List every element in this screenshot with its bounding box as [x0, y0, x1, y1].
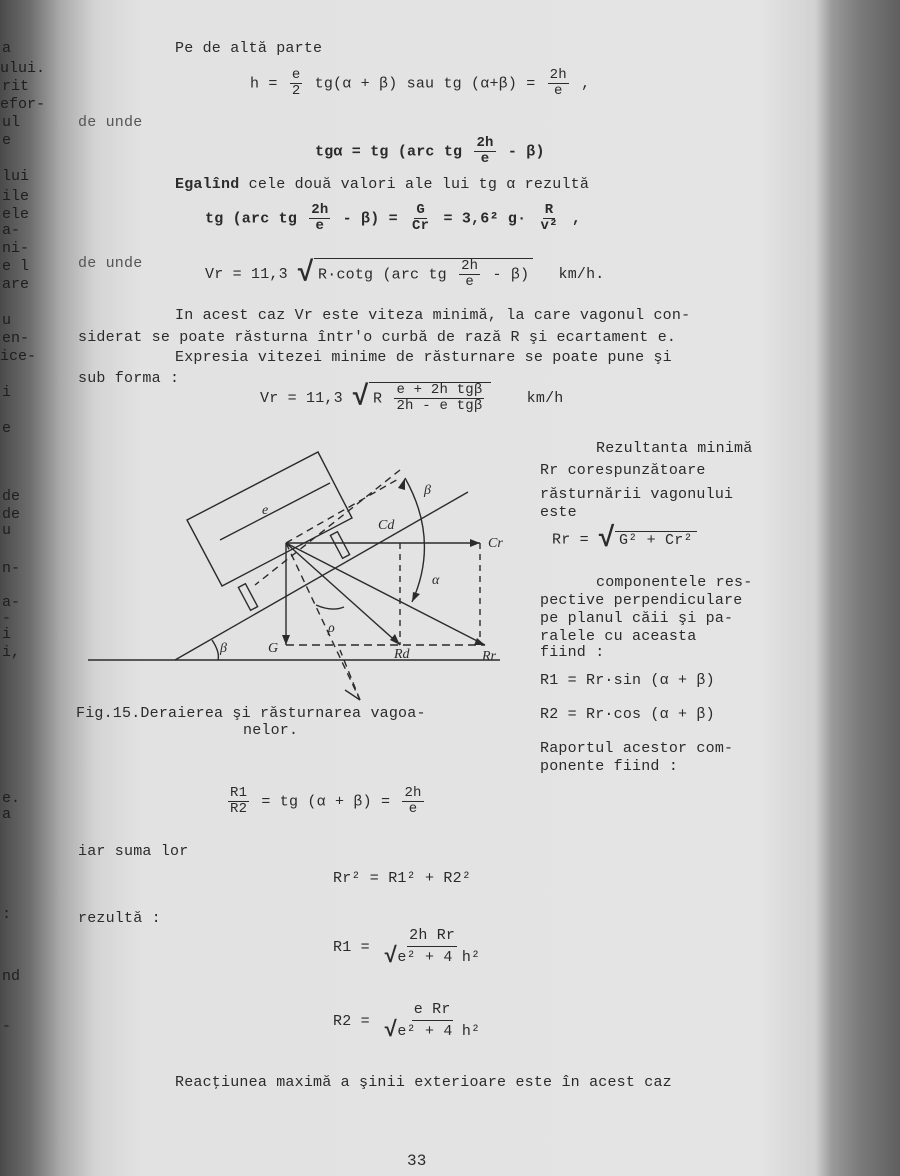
label-alpha: α	[432, 573, 440, 588]
page-number: 33	[407, 1152, 427, 1170]
arrow-cr	[470, 539, 480, 547]
formula-sum-squares: Rr² = R1² + R2²	[333, 870, 472, 887]
right-line-2: Rr corespunzătoare	[540, 462, 706, 479]
arrow-g	[282, 635, 290, 645]
text-line-1: Pe de altă parte	[175, 40, 323, 57]
margin-fragment: rit	[2, 78, 30, 95]
alpha-beta-arc	[405, 478, 424, 602]
margin-fragment: de	[2, 488, 21, 505]
right-line-9: ralele cu aceasta	[540, 628, 697, 645]
figure-caption-1: Fig.15.Deraierea şi răsturnarea vagoa-	[76, 705, 426, 722]
tick-small	[345, 690, 360, 700]
margin-fragment: e	[2, 420, 12, 437]
rho-arc	[316, 605, 344, 609]
wheel-right	[330, 532, 349, 559]
margin-fragment: ului.	[0, 60, 46, 77]
label-cd: Cd	[378, 518, 395, 533]
margin-fragment: ice-	[0, 348, 37, 365]
margin-fragment: i,	[2, 644, 21, 661]
margin-fragment: a-	[2, 594, 21, 611]
label-cr: Cr	[488, 536, 503, 551]
margin-fragment: n-	[2, 560, 21, 577]
formula-r1-final: R1 = $\frac{\text{2h Rr}}{\text{√e² + 4 h²}}$	[333, 927, 481, 969]
label-rd: Rd	[394, 647, 410, 662]
vector-cd	[286, 478, 400, 543]
right-line-6: componentele res-	[596, 574, 753, 591]
text-line-8: In acest caz Vr este viteza minimă, la care vagonul con-	[175, 307, 691, 324]
text-line-3: de unde	[78, 114, 143, 131]
margin-fragment: u	[2, 312, 12, 329]
margin-fragment: e l	[2, 258, 30, 275]
margin-fragment: :	[2, 906, 12, 923]
formula-vr-alt: Vr = 11,3 √ R $\frac{\text{e + 2h tgβ}}{\text{2h - e tgβ}}$ km/h	[260, 382, 564, 414]
margin-fragment: ele	[2, 206, 30, 223]
margin-fragment: i	[2, 626, 12, 643]
margin-fragment: ni-	[2, 240, 30, 257]
arrow-rd	[390, 634, 400, 645]
text-line-11: sub forma :	[78, 370, 180, 387]
formula-h: h = $\frac{e}{2}$ tg(α + β) sau tg (α+β) = $\frac{2h}{e}$ ,	[250, 67, 591, 99]
formula-r2-final: R2 = $\frac{\text{e Rr}}{\text{√e² + 4 h²}}$	[333, 1001, 481, 1043]
label-e: e	[262, 503, 269, 518]
margin-fragment: a	[2, 806, 12, 823]
margin-fragment: ile	[2, 188, 30, 205]
perp-dashed-line	[255, 470, 400, 585]
formula-equality: tg (arc tg $\frac{2h}{e}$ - β) = $\frac{G}{Cr}$ = 3,6² g· $\frac{R}{\text{v²}}$ ,	[205, 202, 582, 234]
text-line-5: Egalînd cele două valori ale lui tg α rezultă	[175, 176, 590, 193]
margin-fragment: lui	[2, 168, 30, 185]
beta-bottom-arc	[212, 640, 218, 660]
text-line-9: siderat se poate răsturna într'o curbă de rază R şi ecartament e.	[78, 329, 677, 346]
margin-fragment: e	[2, 132, 12, 149]
label-rr: Rr	[482, 649, 496, 664]
label-beta-bottom: β	[220, 641, 227, 656]
margin-fragment: u	[2, 522, 12, 539]
right-line-7: pective perpendiculare	[540, 592, 743, 609]
label-beta-top: β	[424, 483, 431, 498]
margin-fragment: are	[2, 276, 30, 293]
margin-fragment: e.	[2, 790, 21, 807]
label-rho: ρ	[328, 621, 335, 636]
formula-r1: R1 = Rr·sin (α + β)	[540, 672, 715, 689]
margin-fragment: -	[2, 610, 12, 627]
right-line-13: Raportul acestor com-	[540, 740, 734, 757]
margin-fragment: efor-	[0, 96, 46, 113]
margin-fragment: i	[2, 384, 12, 401]
right-line-4: este	[540, 504, 577, 521]
formula-ratio: $\frac{R1}{R2}$ = tg (α + β) = $\frac{2h}{e}$	[230, 785, 422, 817]
vector-rr	[286, 543, 485, 645]
margin-fragment: a	[2, 40, 12, 57]
formula-tg-alpha: tgα = tg (arc tg $\frac{2h}{e}$ - β)	[315, 135, 545, 167]
track-plane-line	[175, 492, 468, 660]
text-line-7a: de unde	[78, 255, 143, 272]
arrow-arc-top	[398, 478, 405, 490]
margin-fragment: de	[2, 506, 21, 523]
arrow-rr	[474, 638, 485, 645]
figure-caption-2: nelor.	[243, 722, 299, 739]
right-line-10: fiind :	[540, 644, 605, 661]
margin-fragment: en-	[2, 330, 30, 347]
axis-extension	[340, 650, 360, 700]
formula-rr: Rr = √ G² + Cr²	[552, 524, 697, 555]
formula-r2: R2 = Rr·cos (α + β)	[540, 706, 715, 723]
margin-fragment: -	[2, 1018, 12, 1035]
vector-rd	[286, 543, 400, 645]
wheel-left	[238, 584, 257, 611]
arrow-arc-bottom	[412, 592, 420, 602]
dim-e-line	[220, 483, 330, 540]
right-line-8: pe planul căii şi pa-	[540, 610, 734, 627]
right-line-3: răsturnării vagonului	[540, 486, 734, 503]
right-line-1: Rezultanta minimă	[596, 440, 753, 457]
text-iar-suma: iar suma lor	[78, 843, 189, 860]
margin-fragment: ul	[2, 114, 21, 131]
text-last-line: Reacţiunea maximă a şinii exterioare este în acest caz	[175, 1074, 672, 1091]
text-line-10: Expresia vitezei minime de răsturnare se poate pune şi	[175, 349, 672, 366]
wagon-body	[187, 452, 352, 586]
margin-fragment: nd	[2, 968, 21, 985]
rho-dashed-line	[286, 543, 360, 700]
formula-vr: Vr = 11,3 √ R·cotg (arc tg $\frac{2h}{e}$ - β) km/h.	[205, 258, 605, 290]
margin-fragment: a-	[2, 222, 21, 239]
label-g: G	[268, 641, 279, 656]
right-line-14: ponente fiind :	[540, 758, 679, 775]
text-rezulta: rezultă :	[78, 910, 161, 927]
